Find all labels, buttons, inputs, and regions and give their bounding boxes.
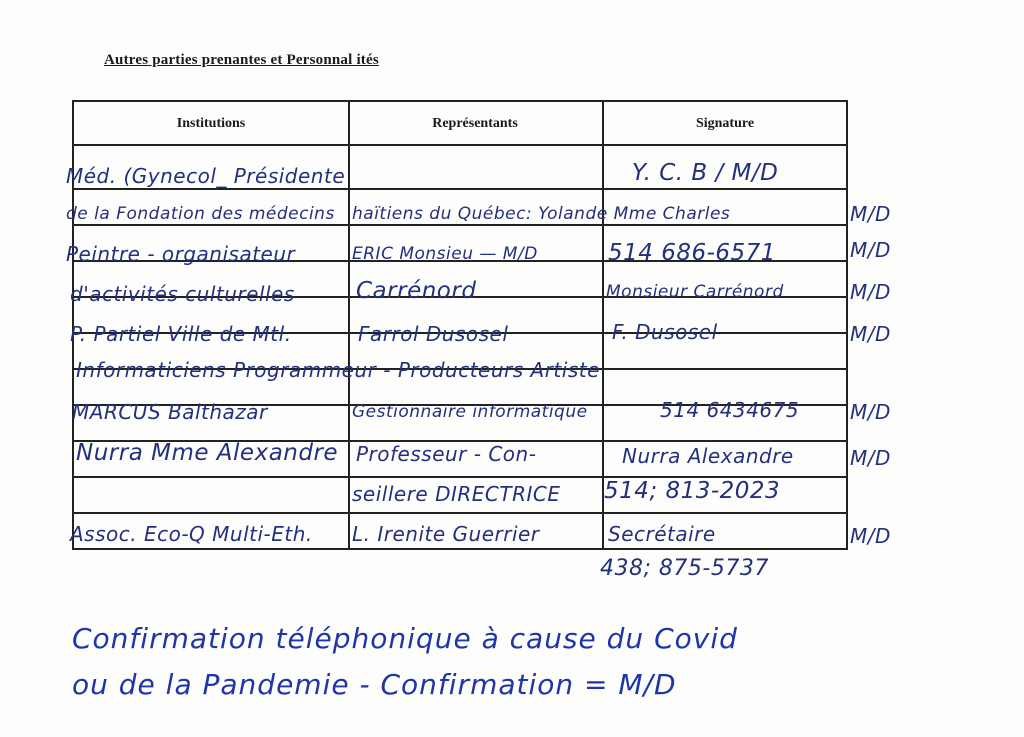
row-7-representative: Gestionnaire informatique xyxy=(352,402,588,422)
row-1-institution: Méd. (Gynecol_ Présidente xyxy=(66,164,346,188)
row-7-institution: MARCUS Balthazar xyxy=(72,400,268,424)
footer-note-line-1: Confirmation téléphonique à cause du Covid xyxy=(72,622,738,655)
column-header-institutions: Institutions xyxy=(176,116,246,131)
row-5-representative: Farrol Dusosel xyxy=(358,322,509,346)
row-5-margin: M/D xyxy=(850,322,891,346)
column-header-representants: Représentants xyxy=(432,116,518,131)
row-1-signature: Y. C. B / M/D xyxy=(632,160,779,186)
row-4-margin: M/D xyxy=(850,280,891,304)
row-8-representative: Professeur - Con- xyxy=(356,442,537,466)
document-title: Autres parties prenantes et Personnal ités xyxy=(104,52,379,68)
row-8-margin: M/D xyxy=(850,446,891,470)
row-9-signature: 514; 813-2023 xyxy=(604,478,781,504)
row-4-signature: Monsieur Carrénord xyxy=(606,282,784,302)
row-8-institution: Nurra Mme Alexandre xyxy=(76,440,339,466)
extra-phone-number: 438; 875-5737 xyxy=(600,556,769,581)
row-10-institution: Assoc. Eco-Q Multi-Eth. xyxy=(70,522,313,546)
row-9-representative: seillere DIRECTRICE xyxy=(352,482,561,506)
row-4-representative: Carrénord xyxy=(356,278,477,304)
row-7-margin: M/D xyxy=(850,400,891,424)
column-header-signature: Signature xyxy=(695,116,755,131)
row-4-institution: d'activités culturelles xyxy=(70,282,295,306)
row-3-institution: Peintre - organisateur xyxy=(66,242,296,266)
row-2-institution: de la Fondation des médecins xyxy=(66,204,335,224)
row-10-signature: Secrétaire xyxy=(608,522,716,546)
row-8-signature: Nurra Alexandre xyxy=(622,444,794,468)
row-3-representative: ERIC Monsieu — M/D xyxy=(352,244,538,264)
row-6-institution: Informaticiens Programmeur - Producteurs Artiste xyxy=(76,358,600,382)
row-5-institution: P. Partiel Ville de Mtl. xyxy=(70,322,292,346)
row-3-margin: M/D xyxy=(850,238,891,262)
row-7-signature: 514 6434675 xyxy=(660,398,800,422)
row-5-signature: F. Dusosel xyxy=(612,320,718,344)
row-2-margin: M/D xyxy=(850,202,891,226)
row-2-representative: haïtiens du Québec: Yolande Mme Charles xyxy=(352,204,731,224)
row-3-signature: 514 686-6571 xyxy=(608,240,776,266)
footer-note-line-2: ou de la Pandemie - Confirmation = M/D xyxy=(72,668,677,701)
row-10-margin: M/D xyxy=(850,524,891,548)
row-10-representative: L. Irenite Guerrier xyxy=(352,522,540,546)
